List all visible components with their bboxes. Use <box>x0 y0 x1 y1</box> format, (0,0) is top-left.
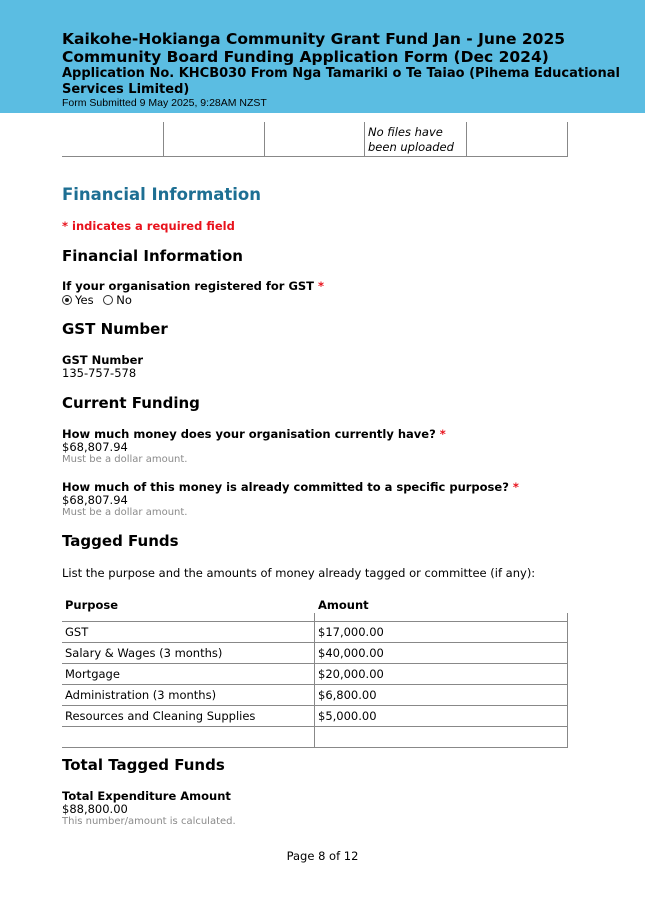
committed-money-value: $68,807.94 <box>62 493 128 507</box>
table-row <box>62 684 568 705</box>
table-body <box>62 621 568 748</box>
gst-number-value: 135-757-578 <box>62 366 137 380</box>
tagged-funds-table <box>62 596 568 748</box>
cell-purpose: Mortgage <box>65 667 120 681</box>
committed-money-label: How much of this money is already committed to a specific purpose? * <box>62 480 519 494</box>
required-star: * <box>512 480 519 494</box>
col-amount: Amount <box>318 598 369 612</box>
cell-amount: $20,000.00 <box>318 667 384 681</box>
radio-yes[interactable]: Yes <box>62 293 94 307</box>
table-divider <box>264 122 265 156</box>
required-star: * <box>439 427 446 441</box>
cell-amount: $5,000.00 <box>318 709 377 723</box>
tagged-funds-heading: Tagged Funds <box>62 532 179 550</box>
cell-amount: $6,800.00 <box>318 688 377 702</box>
section-title: Financial Information <box>62 185 262 204</box>
table-header <box>62 596 568 621</box>
current-money-hint: Must be a dollar amount. <box>62 454 188 465</box>
table-row <box>62 663 568 684</box>
gst-radio-group <box>62 293 138 307</box>
gst-number-heading: GST Number <box>62 320 168 338</box>
cell-purpose: Resources and Cleaning Supplies <box>65 709 256 723</box>
tagged-funds-intro: List the purpose and the amounts of money already tagged or committee (if any): <box>62 566 536 580</box>
gst-question-label: If your organisation registered for GST * <box>62 279 325 293</box>
table-row <box>62 642 568 663</box>
header-submitted: Form Submitted 9 May 2025, 9:28AM NZST <box>62 97 267 109</box>
header-form-name: Community Board Funding Application Form (Dec 2024) <box>62 48 549 66</box>
cell-purpose: GST <box>65 625 89 639</box>
radio-unselected-icon <box>103 295 113 305</box>
current-funding-heading: Current Funding <box>62 394 200 412</box>
required-star: * <box>318 279 325 293</box>
total-expenditure-label: Total Expenditure Amount <box>62 789 231 803</box>
table-divider <box>364 122 365 156</box>
table-row <box>62 726 568 747</box>
table-row <box>62 705 568 726</box>
current-money-value: $68,807.94 <box>62 440 128 454</box>
col-purpose: Purpose <box>65 598 119 612</box>
cell-purpose: Administration (3 months) <box>65 688 217 702</box>
required-field-note: * indicates a required field <box>62 219 235 233</box>
page-number: Page 8 of 12 <box>286 849 359 863</box>
page-header <box>0 0 645 113</box>
cell-purpose: Salary & Wages (3 months) <box>65 646 223 660</box>
gst-number-label: GST Number <box>62 353 144 367</box>
committed-money-hint: Must be a dollar amount. <box>62 507 188 518</box>
current-money-label: How much money does your organisation currently have? * <box>62 427 446 441</box>
header-title: Kaikohe-Hokianga Community Grant Fund Jan - June 2025 <box>62 30 566 48</box>
table-divider <box>163 122 164 156</box>
no-files-note: No files have been uploaded <box>368 125 454 154</box>
table-divider <box>466 122 467 156</box>
cell-amount: $40,000.00 <box>318 646 384 660</box>
table-row <box>62 621 568 642</box>
total-tagged-heading: Total Tagged Funds <box>62 756 225 774</box>
cell-amount: $17,000.00 <box>318 625 384 639</box>
previous-table-fragment <box>62 122 568 157</box>
total-expenditure-value: $88,800.00 <box>62 802 128 816</box>
radio-no[interactable]: No <box>103 293 132 307</box>
financial-info-heading: Financial Information <box>62 247 243 265</box>
radio-selected-icon <box>62 295 72 305</box>
table-divider <box>567 122 568 156</box>
total-expenditure-hint: This number/amount is calculated. <box>62 816 236 827</box>
header-application-no: Application No. KHCB030 From Nga Tamariki o Te Taiao (Pihema Educational Services Limited) <box>62 66 620 97</box>
